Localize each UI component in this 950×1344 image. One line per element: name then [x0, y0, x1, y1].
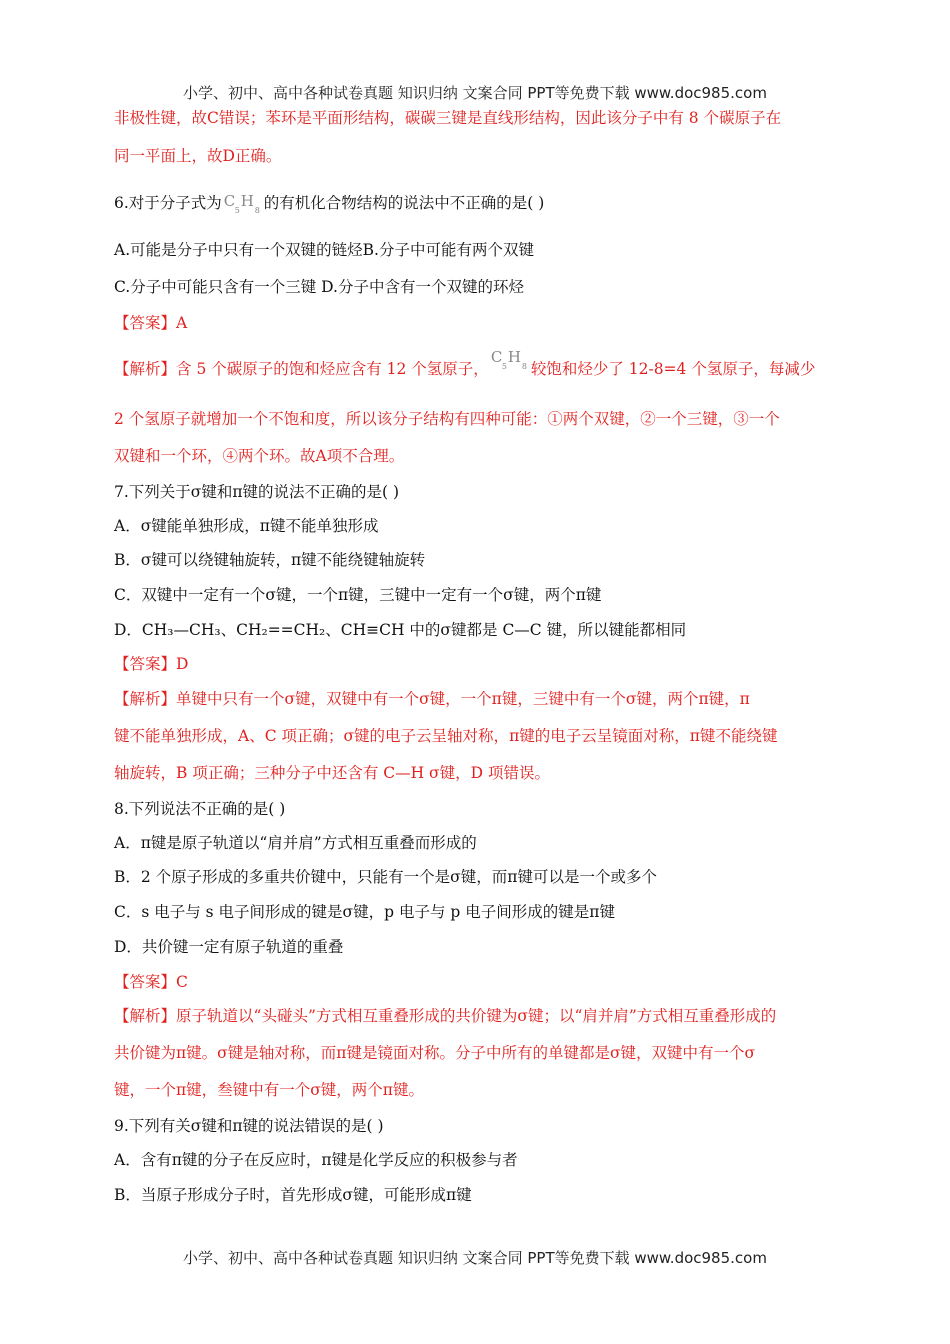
answer-tag: 【答案】: [114, 973, 177, 991]
q6-answer: [114, 313, 839, 333]
answer-tag: 【答案】: [114, 655, 177, 673]
q6-analysis-line-3: 双键和一个环，④两个环。故A项不合理。: [114, 447, 405, 465]
page-footer: 小学、初中、高中各种试卷真题 知识归纳 文案合同 PPT等免费下载 www.doc985.com: [183, 1249, 767, 1267]
q7-option-b: B．σ键可以绕键轴旋转，π键不能绕键轴旋转: [114, 551, 426, 569]
q8-analysis-line-2: 共价键为π键。σ键是轴对称，而π键是镜面对称。分子中所有的单键都是σ键，双键中有一个σ: [114, 1044, 756, 1062]
q7-analysis-line-1: [114, 689, 839, 709]
q6-analysis-before: 含 5 个碳原子的饱和烃应含有 12 个氢原子，: [176, 360, 489, 378]
q8-analysis-text: 原子轨道以“头碰头”方式相互重叠形成的共价键为σ键；以“肩并肩”方式相互重叠形成的: [176, 1007, 777, 1025]
q7-analysis-line-2: 键不能单独形成，A、C 项正确；σ键的电子云呈轴对称，π键的电子云呈镜面对称，π键不能绕键: [114, 727, 778, 745]
answer-tag: 【答案】: [114, 314, 177, 332]
prev-analysis-line-2: 同一平面上，故D正确。: [114, 147, 282, 165]
q8-option-a: A．π键是原子轨道以“肩并肩”方式相互重叠而形成的: [114, 834, 477, 852]
q8-option-d: D．共价键一定有原子轨道的重叠: [114, 938, 344, 956]
q8-option-b: B．2 个原子形成的多重共价键中，只能有一个是σ键，而π键可以是一个或多个: [114, 868, 657, 886]
analysis-tag: 【解析】: [114, 690, 177, 708]
q6-analysis-line-2: 2 个氢原子就增加一个不饱和度，所以该分子结构有四种可能：①两个双键，②一个三键，③一个: [114, 410, 780, 428]
q7-option-d: D．CH₃—CH₃、CH₂==CH₂、CH≡CH 中的σ键都是 C—C 键，所以键能都相同: [114, 621, 687, 639]
answer-value: D: [176, 655, 189, 673]
q9-option-b: B．当原子形成分子时，首先形成σ键，可能形成π键: [114, 1186, 472, 1204]
q7-stem: 7.下列关于σ键和π键的说法不正确的是( ): [114, 483, 400, 501]
page-header: 小学、初中、高中各种试卷真题 知识归纳 文案合同 PPT等免费下载 www.doc985.com: [183, 84, 767, 102]
formula-c5h8-icon: C 5 H 8: [490, 348, 527, 371]
q6-stem-after: 的有机化合物结构的说法中不正确的是( ): [263, 194, 545, 212]
q6-stem: [114, 193, 839, 215]
q9-option-a: A．含有π键的分子在反应时，π键是化学反应的积极参与者: [114, 1151, 518, 1169]
q7-analysis-line-3: 轴旋转，B 项正确；三种分子中还含有 C—H σ键，D 项错误。: [114, 764, 550, 782]
q6-stem-before: 6.对于分子式为: [114, 194, 222, 212]
q9-stem: 9.下列有关σ键和π键的说法错误的是( ): [114, 1117, 384, 1135]
q6-analysis-line-1: [114, 348, 839, 381]
answer-value: C: [176, 973, 188, 991]
q7-option-a: A．σ键能单独形成，π键不能单独形成: [114, 517, 379, 535]
analysis-tag: 【解析】: [114, 360, 177, 378]
q7-option-c: C．双键中一定有一个σ键，一个π键，三键中一定有一个σ键，两个π键: [114, 586, 602, 604]
q8-option-c: C．s 电子与 s 电子间形成的键是σ键，p 电子与 p 电子间形成的键是π键: [114, 903, 615, 921]
answer-value: A: [176, 314, 188, 332]
prev-analysis-line-1: 非极性键，故C错误；苯环是平面形结构，碳碳三键是直线形结构，因此该分子中有 8 个碳原子在: [114, 109, 782, 127]
q6-analysis-after: 较饱和烃少了 12-8=4 个氢原子，每减少: [530, 360, 816, 378]
q6-options-line-2: C.分子中可能只含有一个三键 D.分子中含有一个双键的环烃: [114, 278, 524, 296]
q8-analysis-line-1: [114, 1006, 839, 1026]
formula-c5h8-icon: C 5 H 8: [223, 192, 260, 215]
q8-analysis-line-3: 键，一个π键，叁键中有一个σ键，两个π键。: [114, 1081, 424, 1099]
analysis-tag: 【解析】: [114, 1007, 177, 1025]
q8-answer: [114, 972, 839, 992]
q7-analysis-text: 单键中只有一个σ键，双键中有一个σ键，一个π键，三键中有一个σ键，两个π键，π: [176, 690, 750, 708]
q7-answer: [114, 654, 839, 674]
q8-stem: 8.下列说法不正确的是( ): [114, 800, 286, 818]
q6-options-line-1: A.可能是分子中只有一个双键的链烃B.分子中可能有两个双键: [114, 241, 534, 259]
